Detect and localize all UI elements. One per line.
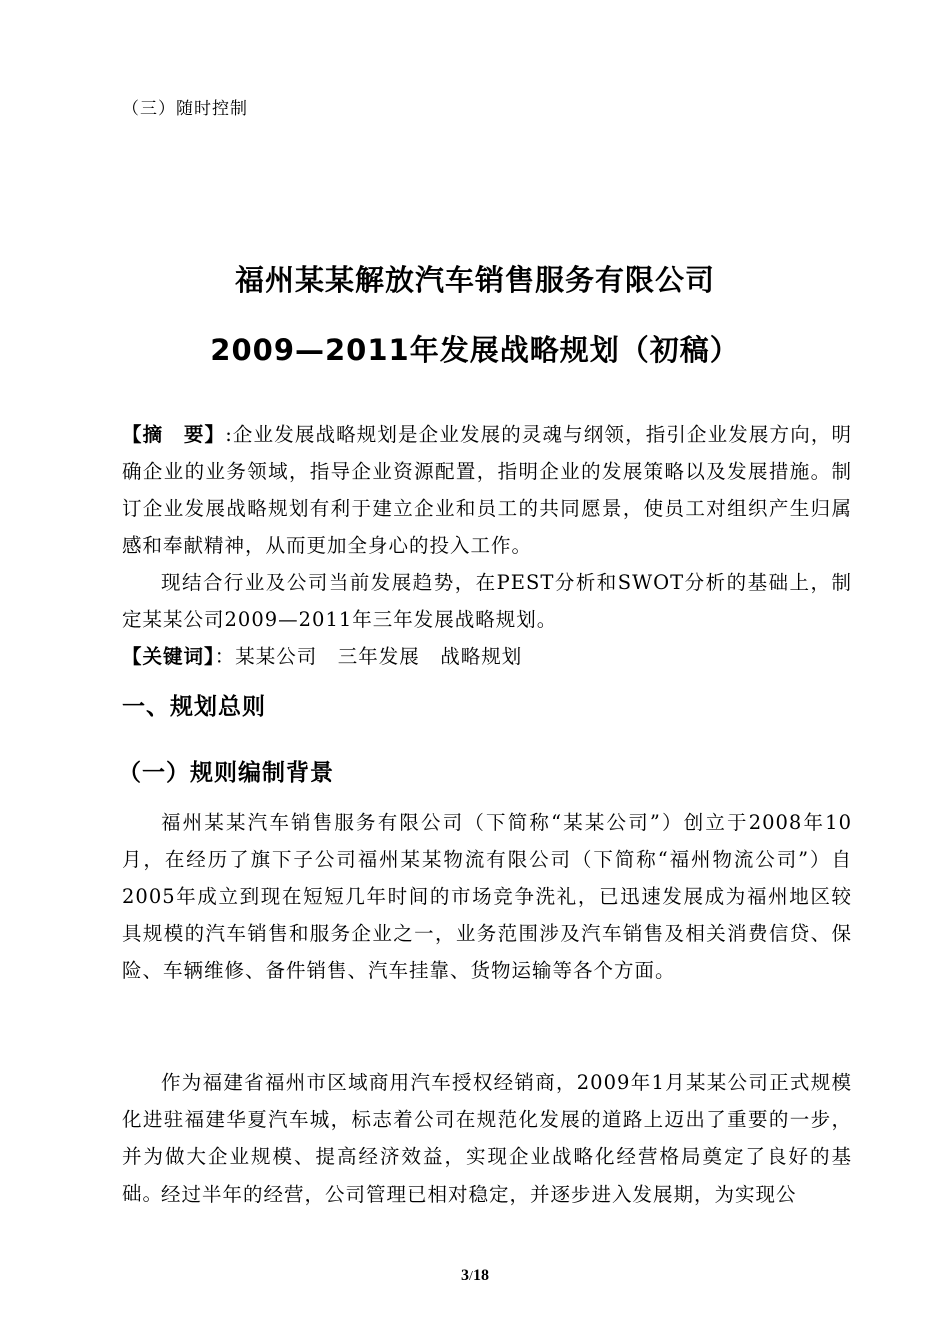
- document-title-plan: 2009—2011年发展战略规划（初稿）: [210, 333, 740, 367]
- body-paragraph: 作为福建省福州市区域商用汽车授权经销商，2009年1月某某公司正式规模化进驻福建华夏汽车城，标志着公司在规范化发展的道路上迈出了重要的一步，并为做大企业规模、提高经济效益，实现企业战略化经营格局奠定了良好的基础。: [122, 1071, 852, 1205]
- keywords-text: ：某某公司 三年发展 战略规划: [214, 645, 523, 668]
- abstract-paragraph-2: 现结合行业及公司当前发展趋势，在PEST分析和SWOT分析的基础上，制定某某公司2009—2011年三年发展战略规划。: [122, 571, 852, 631]
- current-page: 3: [461, 1267, 470, 1284]
- page-number: [0, 1267, 950, 1285]
- section-note: （三）随时控制: [122, 99, 248, 119]
- document-title-company: 福州某某解放汽车销售服务有限公司: [234, 263, 715, 297]
- page-separator: /: [469, 1269, 473, 1284]
- section-heading: 一、规划总则: [122, 694, 266, 720]
- abstract-paragraph: [122, 416, 852, 564]
- abstract-text: :企业发展战略规划是企业发展的灵魂与纲领，指引企业发展方向，明确企业的业务领域，指导企业资源配置，指明企业的发展策略以及发展措施。制订企业发展战略规划有利于建立企业和员工的共同愿景，使员工对组织产生归属感和奉献精神，从而更加全身心的投入工作。: [122, 423, 852, 557]
- total-pages: 18: [472, 1267, 489, 1284]
- body-paragraph: 经过半年的经营，公司管理已相对稳定，并逐步进入发展期，为实现公: [161, 1183, 797, 1206]
- abstract-label: 【摘 要】: [122, 423, 226, 446]
- keywords-label: 【关键词】: [122, 645, 215, 668]
- subsection-heading: （一）规则编制背景: [118, 760, 334, 786]
- keywords-line: [122, 638, 852, 675]
- body-paragraph: 福州某某汽车销售服务有限公司（下简称“某某公司”）创立于2008年10月，在经历了旗下子公司福州某某物流有限公司（下简称“福州物流公司”）自2005年成立到现在短短几年时间的市场竞争洗礼，已迅速发展成为福州地区较具规模的汽车销售和服务企业之一，业务范围涉及汽车销售及相关消费信贷、保险、车辆维修、备件销售、汽车挂靠、货物运输等各个方面。: [122, 811, 852, 982]
